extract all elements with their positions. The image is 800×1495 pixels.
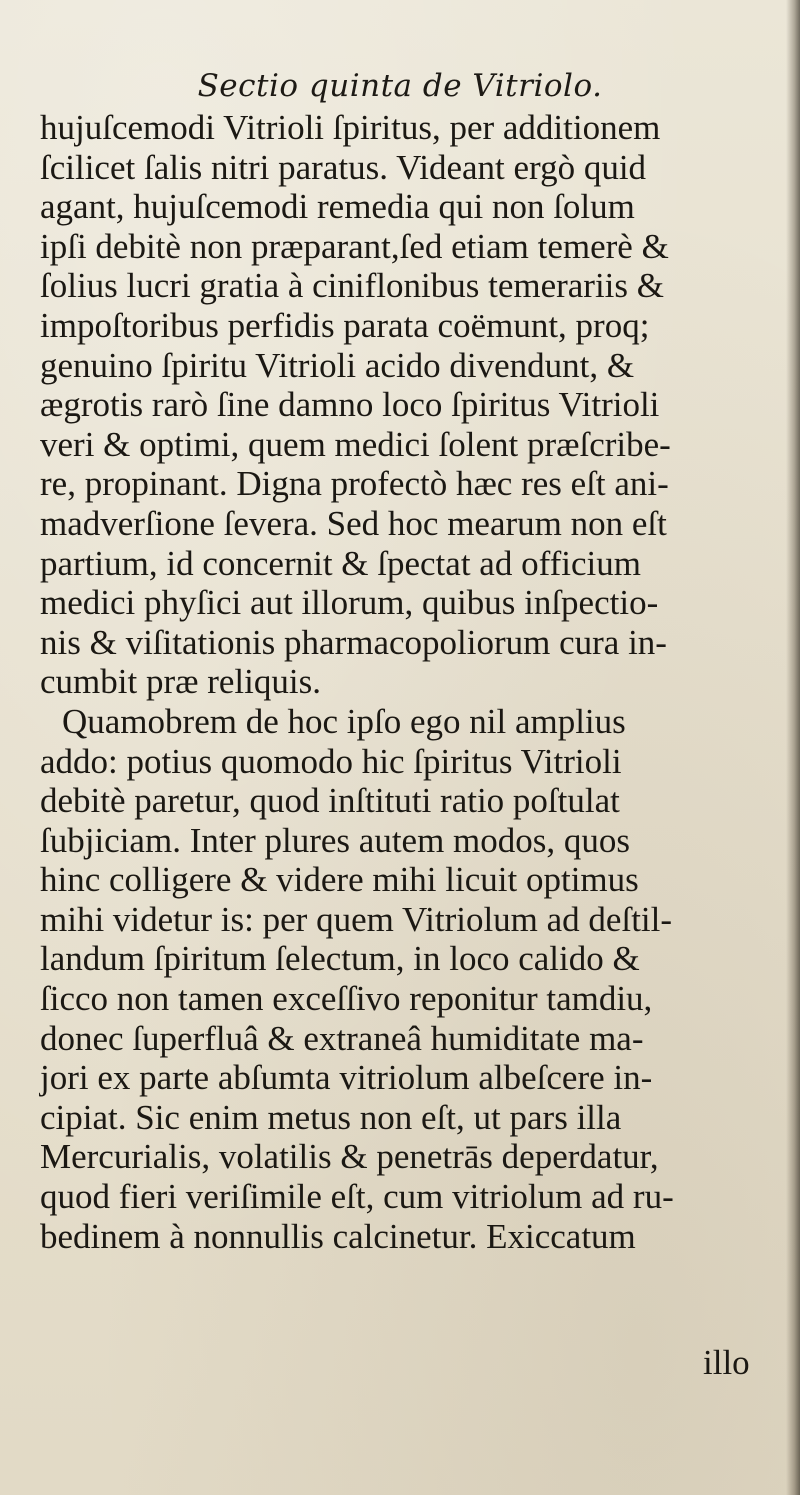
text-line-7: genuino ſpiritu Vitrioli acido divendunt, & [40,345,635,385]
text-line-23: ſicco non tamen exceſſivo reponitur tamdiu, [40,979,653,1019]
text-line-8: ægrotis rarò ſine damno loco ſpiritus Vitrioli [40,385,660,425]
text-line-12: partium, id concernit & ſpectat ad officium [40,543,641,583]
text-line-28: quod fieri veriſimile eſt, cum vitriolum ad ru- [40,1177,674,1217]
text-line-25: jori ex parte abſumta vitriolum albeſcere in- [40,1058,653,1098]
text-line-4: ipſi debitè non præparant,ſed etiam temerè & [40,226,669,266]
text-line-6: impoſtoribus perfidis parata coëmunt, proq; [40,305,650,345]
text-line-27: Mercurialis, volatilis & penetrās deperdatur, [40,1137,659,1177]
page-edge-shadow [786,0,800,1495]
text-line-1: hujuſcemodi Vitrioli ſpiritus, per additionem [40,108,661,147]
text-line-29: bedinem à nonnullis calcinetur. Exiccatum [40,1216,636,1256]
text-line-15: cumbit præ reliquis. [40,662,321,702]
text-line-3: agant, hujuſcemodi remedia qui non ſolum [40,187,635,227]
text-line-22: landum ſpiritum ſelectum, in loco calido & [40,939,640,979]
text-line-24: donec ſuperfluâ & extraneâ humiditate ma- [40,1018,644,1058]
text-line-5: ſolius lucri gratia à ciniflonibus temerariis & [40,266,665,306]
text-line-9: veri & optimi, quem medici ſolent præſcribe- [40,424,671,464]
text-line-10: re, propinant. Digna profectò hæc res eſt ani- [40,464,669,504]
text-line-26: cipiat. Sic enim metus non eſt, ut pars illa [40,1097,622,1137]
body-text [40,108,780,1256]
text-line-13: medici phyſici aut illorum, quibus inſpectio- [40,583,659,623]
text-line-14: nis & viſitationis pharmacopoliorum cura in- [40,622,667,662]
text-line-18: debitè paretur, quod inſtituti ratio poſtulat [40,781,620,821]
text-line-19: ſubjiciam. Inter plures autem modos, quos [40,820,631,860]
text-line-16: Quamobrem de hoc ipſo ego nil amplius [62,701,626,741]
catchword: illo [703,1343,750,1382]
text-line-20: hinc colligere & videre mihi licuit optimus [40,860,639,900]
running-head: Sectio quinta de Vitriolo. [197,68,603,104]
text-line-11: madverſione ſevera. Sed hoc mearum non eſt [40,503,667,543]
text-line-2: ſcilicet ſalis nitri paratus. Videant ergò quid [40,147,647,187]
text-line-21: mihi videtur is: per quem Vitriolum ad deſtil- [40,899,673,939]
text-line-17: addo: potius quomodo hic ſpiritus Vitrioli [40,741,622,781]
